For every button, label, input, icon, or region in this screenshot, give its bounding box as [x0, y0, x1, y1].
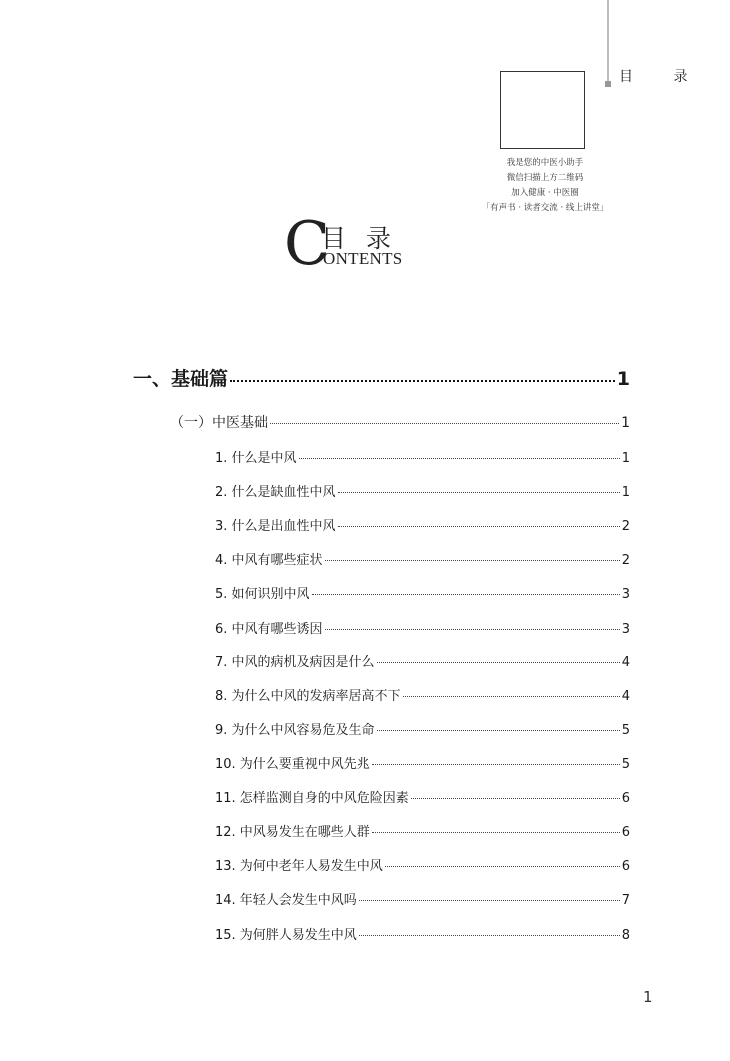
toc-item-page: 3: [621, 622, 630, 637]
toc-subsection-page: 1: [621, 415, 630, 431]
toc-item-page: 6: [621, 791, 630, 806]
contents-logo-subtitle: ONTENTS: [323, 249, 403, 268]
toc-leader: [359, 935, 620, 936]
toc-subsection-label: （一）中医基础: [170, 415, 268, 431]
toc-leader: [377, 730, 620, 731]
qr-caption: [470, 156, 620, 216]
qr-caption-line: 加入健康 · 中医圈: [511, 188, 579, 198]
toc-item[interactable]: [215, 753, 630, 772]
toc-item[interactable]: [215, 719, 630, 738]
toc-leader: [372, 764, 620, 765]
toc-section[interactable]: [133, 364, 630, 391]
toc-item[interactable]: [215, 481, 630, 500]
toc-item-label: 2. 什么是缺血性中风: [215, 485, 336, 500]
toc-item-page: 6: [621, 825, 630, 840]
toc-item[interactable]: [215, 515, 630, 534]
toc-subsection[interactable]: [170, 412, 630, 432]
toc-section-page: 1: [616, 368, 630, 390]
toc-item-label: 9. 为什么中风容易危及生命: [215, 723, 375, 738]
toc-leader: [385, 866, 620, 867]
toc-item-page: 5: [621, 757, 630, 772]
toc-item[interactable]: [215, 889, 630, 908]
toc-item[interactable]: [215, 618, 630, 637]
toc-item-label: 10. 为什么要重视中风先兆: [215, 757, 370, 772]
toc-item[interactable]: [215, 447, 630, 466]
qr-caption-line: 微信扫描上方二维码: [506, 173, 584, 183]
toc-item-page: 4: [621, 689, 630, 704]
header-marker: [605, 81, 611, 87]
toc-item-label: 5. 如何识别中风: [215, 587, 310, 602]
toc-item[interactable]: [215, 787, 630, 806]
toc-item[interactable]: [215, 821, 630, 840]
toc-leader: [325, 560, 620, 561]
toc-item-label: 12. 中风易发生在哪些人群: [215, 825, 370, 840]
page-number: 1: [643, 988, 653, 1006]
toc-item-page: 2: [621, 553, 630, 568]
qr-code-placeholder: [500, 71, 585, 149]
toc-item-label: 6. 中风有哪些诱因: [215, 622, 323, 637]
toc-item[interactable]: [215, 583, 630, 602]
toc-item-label: 3. 什么是出血性中风: [215, 519, 336, 534]
toc-item-page: 3: [621, 587, 630, 602]
toc-item-label: 15. 为何胖人易发生中风: [215, 928, 357, 943]
toc-item[interactable]: [215, 651, 630, 670]
toc-item-page: 8: [621, 928, 630, 943]
qr-caption-line: 我是您的中医小助手: [506, 158, 584, 168]
contents-logo-letter: C: [284, 209, 330, 279]
toc-leader: [411, 798, 620, 799]
toc-section-label: 一、基础篇: [133, 368, 229, 390]
toc-item-label: 7. 中风的病机及病因是什么: [215, 655, 375, 670]
toc-leader: [325, 629, 620, 630]
toc-leader: [230, 380, 615, 382]
toc-item[interactable]: [215, 924, 630, 943]
toc-leader: [377, 662, 620, 663]
toc-leader: [312, 594, 620, 595]
toc-leader: [299, 458, 620, 459]
toc-item[interactable]: [215, 685, 630, 704]
toc-leader: [338, 526, 620, 527]
toc-item-label: 14. 年轻人会发生中风吗: [215, 893, 357, 908]
toc-item-page: 6: [621, 859, 630, 874]
toc-item-page: 1: [621, 451, 630, 466]
contents-logo: [284, 209, 424, 279]
running-header: 目 录: [619, 69, 706, 85]
toc-item-page: 7: [621, 893, 630, 908]
toc-item-page: 1: [621, 485, 630, 500]
toc-item-label: 8. 为什么中风的发病率居高不下: [215, 689, 401, 704]
toc-leader: [270, 423, 619, 424]
toc-item-label: 4. 中风有哪些症状: [215, 553, 323, 568]
qr-caption-line: 「有声书 · 读者交流 · 线上讲堂」: [481, 203, 609, 213]
toc-item[interactable]: [215, 855, 630, 874]
toc-leader: [338, 492, 620, 493]
toc-item-page: 4: [621, 655, 630, 670]
toc-item[interactable]: [215, 549, 630, 568]
toc-item-page: 5: [621, 723, 630, 738]
header-rule: [607, 0, 609, 84]
toc-item-label: 1. 什么是中风: [215, 451, 297, 466]
toc-item-page: 2: [621, 519, 630, 534]
toc-leader: [359, 900, 620, 901]
toc-item-label: 13. 为何中老年人易发生中风: [215, 859, 383, 874]
toc-item-label: 11. 怎样监测自身的中风危险因素: [215, 791, 409, 806]
toc-leader: [403, 696, 620, 697]
toc-leader: [372, 832, 620, 833]
contents-logo-title: 目录: [321, 224, 412, 253]
